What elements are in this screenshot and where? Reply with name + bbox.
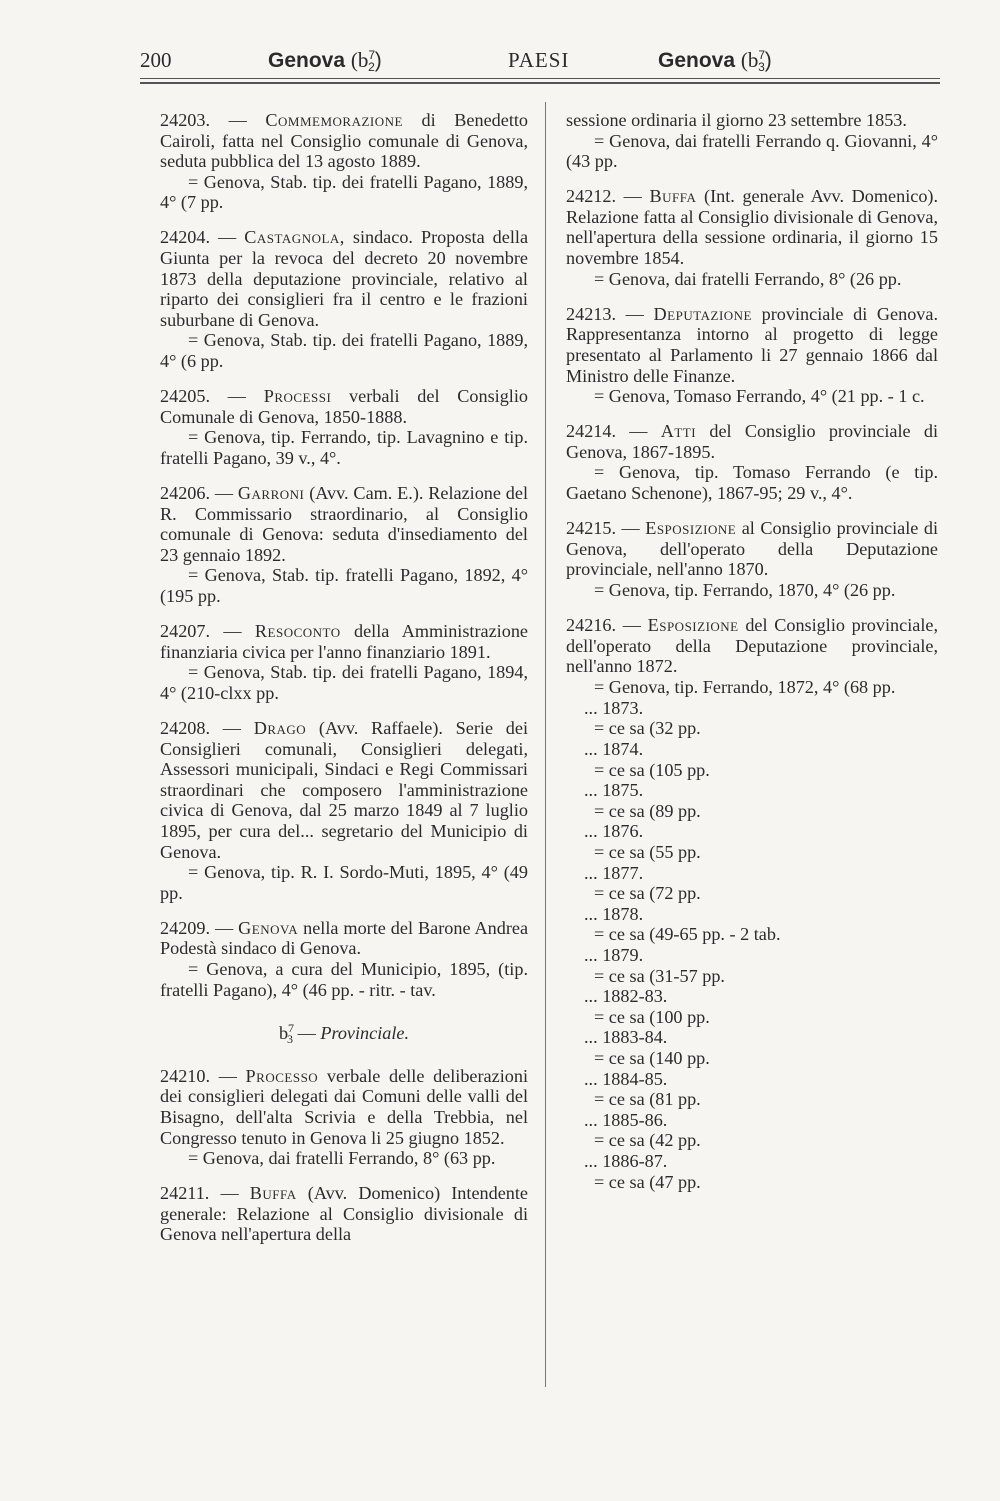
header-rule-double xyxy=(140,82,940,84)
edition-pages: = ce sa (72 pp. xyxy=(594,883,701,904)
entry-number: 24203. — xyxy=(160,110,247,130)
entry-keyword: Processi xyxy=(263,386,332,407)
entry-description: (Avv. Raffaele). Serie dei Consiglieri comunali, Consiglieri delegati, Assessori municipali, Sindaci e Regi Commissari straordinari che composero l'amministrazione civica di Genova, dal 25 marzo 1849 al 7 luglio 1895, per cura del... segretario del Municipio di Genova. xyxy=(160,717,529,862)
entry-keyword: Buffa xyxy=(649,186,697,207)
entry-imprint: = Genova, Stab. tip. dei fratelli Pagano, 1894, 4° (210-clxx pp. xyxy=(160,662,528,703)
entry-imprint: = Genova, Stab. tip. dei fratelli Pagano, 1889, 4° (6 pp. xyxy=(160,330,528,372)
entry-keyword: Atti xyxy=(660,421,697,442)
entry-keyword: Commemorazione xyxy=(265,110,403,130)
entry-text xyxy=(160,918,528,959)
entry-imprint: = Genova, tip. Ferrando, 1870, 4° (26 pp. xyxy=(594,579,896,600)
catalog-entry xyxy=(160,1183,528,1245)
catalog-entry xyxy=(160,1066,528,1169)
entry-text xyxy=(566,304,938,386)
edition-year: ... 1883-84. xyxy=(584,1027,668,1048)
entry-text xyxy=(160,386,528,427)
entry-description: del Consiglio provinciale, dell'operato della Deputazione provinciale, nell'anno 1872. xyxy=(566,614,939,677)
catalog-entry xyxy=(566,110,938,172)
edition-pages: = ce sa (140 pp. xyxy=(594,1047,710,1068)
entry-imprint: = Genova, dai fratelli Ferrando, 8° (26 pp. xyxy=(594,268,902,289)
edition-pages: = ce sa (100 pp. xyxy=(594,1006,710,1027)
entry-number: 24213. — xyxy=(566,303,644,324)
entry-number: 24209. — xyxy=(160,917,234,938)
page-number: 200 xyxy=(140,48,172,72)
edition-year: ... 1885-86. xyxy=(584,1109,668,1130)
catalog-entry xyxy=(566,518,938,600)
entry-keyword: Drago xyxy=(253,717,307,738)
edition-pages: = ce sa (32 pp. xyxy=(594,718,701,739)
entry-text xyxy=(566,186,938,268)
catalog-entry xyxy=(160,110,528,213)
entry-keyword: Buffa xyxy=(249,1183,297,1204)
running-header xyxy=(140,48,940,82)
entry-text xyxy=(160,483,528,565)
entry-description: sindaco. Proposta della Giunta per la revoca del decreto 20 novembre 1873 della deputazione provinciale, relativo al riparto dei consiglieri fra il centro e le frazioni suburbane di Genova. xyxy=(160,227,529,330)
entry-text xyxy=(160,1066,528,1148)
entry-number: 24206. — xyxy=(160,483,234,503)
catalog-entry xyxy=(160,227,528,371)
edition-year: ... 1876. xyxy=(584,821,644,842)
entry-keyword: Deputazione xyxy=(653,303,752,324)
entry-description: (Avv. Cam. E.). Relazione del R. Commissario straordinario, al Consiglio comunale di Genova: seduta d'insediamento del 23 gennaio 1892. xyxy=(160,483,529,565)
catalog-entry xyxy=(160,386,528,468)
entry-description: della Amministrazione finanziaria civica per l'anno finanziario 1891. xyxy=(160,621,528,662)
entry-description: provinciale di Genova. Rappresentanza intorno al progetto di legge presentato al Parlamento li 27 gennaio 1866 dal Ministro delle Finanze. xyxy=(566,303,939,386)
edition-pages: = ce sa (105 pp. xyxy=(594,759,710,780)
catalog-entry xyxy=(160,621,528,703)
entry-description: del Consiglio provinciale di Genova, 1867-1895. xyxy=(566,421,939,462)
entry-keyword: Resoconto xyxy=(254,621,341,642)
edition-year: ... 1886-87. xyxy=(584,1150,668,1171)
entry-imprint: = Genova, dai fratelli Ferrando, 8° (63 pp. xyxy=(188,1148,496,1169)
edition-year: ... 1873. xyxy=(584,697,644,718)
catalog-entry xyxy=(566,186,938,289)
entry-imprint: = Genova, Stab. tip. dei fratelli Pagano, 1889, 4° (7 pp. xyxy=(160,171,528,213)
edition-year: ... 1877. xyxy=(584,862,644,883)
entry-imprint: = Genova, tip. Tomaso Ferrando (e tip. Gaetano Schenone), 1867-95; 29 v., 4°. xyxy=(566,462,938,503)
entry-imprint: = Genova, tip. Ferrando, 1872, 4° (68 pp. xyxy=(594,676,896,697)
edition-pages: = ce sa (81 pp. xyxy=(594,1089,701,1110)
entry-text xyxy=(160,621,528,662)
catalog-entry xyxy=(160,483,528,607)
edition-year: ... 1882-83. xyxy=(584,986,668,1007)
edition-pages: = ce sa (49-65 pp. - 2 tab. xyxy=(594,924,781,945)
entry-text xyxy=(160,718,528,862)
entry-text xyxy=(566,615,938,677)
entry-description: di Benedetto Cairoli, fatta nel Consiglio comunale di Genova, seduta pubblica del 13 agosto 1889. xyxy=(160,110,529,172)
entry-imprint: = Genova, tip. R. I. Sordo-Muti, 1895, 4° (49 pp. xyxy=(160,862,528,903)
entry-imprint: = Genova, a cura del Municipio, 1895, (tip. fratelli Pagano), 4° (46 pp. - ritr. - tav. xyxy=(160,958,528,1000)
entry-description: sessione ordinaria il giorno 23 settembre 1853. xyxy=(566,110,907,130)
right-running-title: Genova $(b^73)$ xyxy=(658,48,772,74)
entry-text xyxy=(566,110,938,131)
entry-number: 24205. — xyxy=(160,386,246,407)
section-heading: $b^7_3$ — Provinciale. xyxy=(278,1021,410,1047)
entry-description: verbale delle deliberazioni dei consiglieri delegati dai Comuni delle valli del Bisagno, dell'alta Scrivia e della Trebbia, nel Congresso tenuto in Genova li 25 giugno 1852. xyxy=(160,1065,528,1148)
entry-number: 24210. — xyxy=(160,1065,237,1086)
right-column xyxy=(566,110,938,1192)
entry-description: nella morte del Barone Andrea Podestà sindaco di Genova. xyxy=(160,917,529,959)
entry-keyword: Garroni xyxy=(237,483,305,503)
left-column xyxy=(160,110,528,1260)
column-divider xyxy=(545,102,546,1387)
entry-keyword: Processo xyxy=(245,1065,319,1086)
entry-number: 24212. — xyxy=(566,186,642,207)
entry-number: 24215. — xyxy=(566,518,640,539)
entry-text xyxy=(160,227,528,330)
entry-text xyxy=(566,518,938,580)
catalog-entry xyxy=(566,304,938,407)
catalog-entry xyxy=(566,421,938,503)
edition-pages: = ce sa (42 pp. xyxy=(594,1130,701,1151)
entry-imprint: = Genova, Tomaso Ferrando, 4° (21 pp. - 1 c. xyxy=(594,386,925,407)
entry-description: al Consiglio provinciale di Genova, dell'operato della Deputazione provinciale, nell'anno 1870. xyxy=(566,518,939,580)
entry-number: 24204. — xyxy=(160,227,237,248)
entry-description: (Avv. Domenico) Intendente generale: Relazione al Consiglio divisionale di Genova nell'apertura della xyxy=(160,1183,529,1245)
entry-number: 24208. — xyxy=(160,717,241,738)
entry-imprint: = Genova, dai fratelli Ferrando q. Giovanni, 4° (43 pp. xyxy=(566,130,938,172)
entry-keyword: Genova xyxy=(238,917,299,938)
entry-number: 24214. — xyxy=(566,421,648,442)
entry-text xyxy=(160,1183,528,1245)
entry-number: 24207. — xyxy=(160,621,242,642)
entry-description: (Int. generale Avv. Domenico). Relazione fatta al Consiglio divisionale di Genova, nell'apertura della sessione ordinaria, il giorno 15 novembre 1854. xyxy=(566,186,939,269)
editions-list xyxy=(566,698,938,1192)
edition-year: ... 1875. xyxy=(584,780,644,801)
entry-number: 24211. — xyxy=(160,1183,239,1204)
catalog-entry xyxy=(160,918,528,1000)
edition-year: ... 1879. xyxy=(584,944,644,965)
entry-text xyxy=(160,110,528,172)
entry-imprint: = Genova, tip. Ferrando, tip. Lavagnino e tip. fratelli Pagano, 39 v., 4°. xyxy=(160,427,528,468)
edition-pages: = ce sa (31-57 pp. xyxy=(594,965,725,986)
edition-pages: = ce sa (89 pp. xyxy=(594,800,701,821)
entry-keyword: Castagnola, xyxy=(244,227,345,248)
entry-number: 24216. — xyxy=(566,614,641,635)
edition-year: ... 1874. xyxy=(584,739,644,760)
catalog-entry xyxy=(160,718,528,903)
header-rule xyxy=(140,78,940,79)
center-running-title: PAESI xyxy=(508,48,570,72)
entry-text xyxy=(566,421,938,462)
entry-imprint: = Genova, Stab. tip. fratelli Pagano, 1892, 4° (195 pp. xyxy=(160,565,528,606)
edition-year: ... 1878. xyxy=(584,903,644,924)
edition-pages: = ce sa (47 pp. xyxy=(594,1171,701,1192)
left-running-title: Genova $(b^72)$ xyxy=(268,48,382,74)
entry-keyword: Esposizione xyxy=(647,614,739,635)
edition-year: ... 1884-85. xyxy=(584,1068,668,1089)
entry-keyword: Esposizione xyxy=(645,518,737,539)
catalog-entry xyxy=(566,615,938,697)
edition-pages: = ce sa (55 pp. xyxy=(594,842,701,862)
entry-description: verbali del Consiglio Comunale di Genova, 1850-1888. xyxy=(160,386,528,427)
